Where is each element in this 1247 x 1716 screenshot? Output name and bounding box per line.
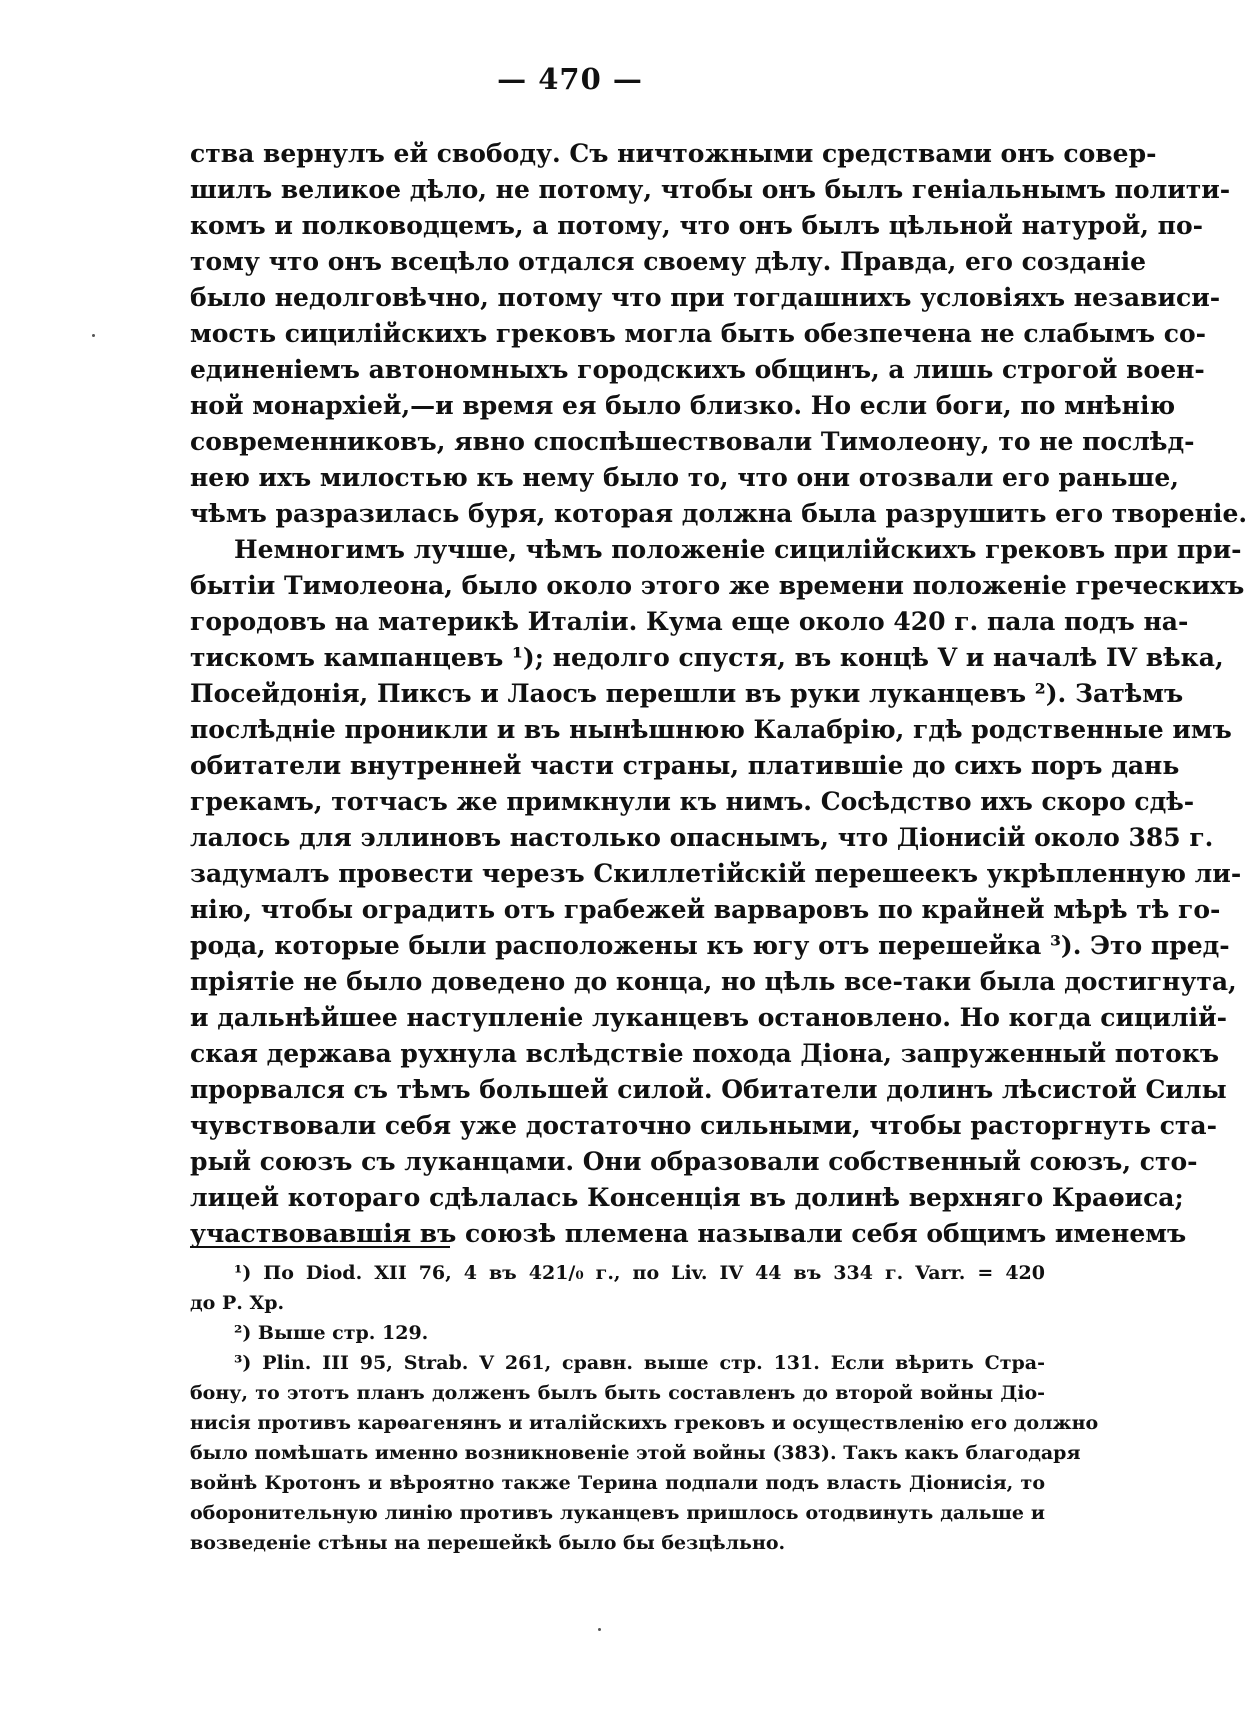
footnote-line: войнѣ Кротонъ и вѣроятно также Терина подпали подъ власть Діонисія, то bbox=[190, 1472, 1045, 1494]
scan-speck bbox=[598, 1628, 601, 1631]
text-line: задумалъ провести черезъ Скиллетійскій перешеекъ укрѣпленную ли- bbox=[190, 859, 1242, 888]
footnote-line: ³) Plin. III 95, Strab. V 261, сравн. выше стр. 131. Если вѣрить Стра- bbox=[234, 1352, 1045, 1374]
text-line: чѣмъ разразилась буря, которая должна была разрушить его твореніе. bbox=[190, 499, 1247, 528]
footnote-line: оборонительную линію противъ луканцевъ пришлось отодвинуть дальше и bbox=[190, 1502, 1045, 1524]
text-line: шилъ великое дѣло, не потому, чтобы онъ былъ геніальнымъ полити- bbox=[190, 175, 1231, 204]
text-line: Посейдонія, Пиксъ и Лаосъ перешли въ руки луканцевъ ²). Затѣмъ bbox=[190, 679, 1184, 708]
main-text bbox=[190, 136, 1247, 1252]
text-line: прорвался съ тѣмъ большей силой. Обитатели долинъ лѣсистой Силы bbox=[190, 1075, 1227, 1104]
text-line: Немногимъ лучше, чѣмъ положеніе сицилійскихъ грековъ при при- bbox=[234, 535, 1242, 564]
scan-speck bbox=[92, 334, 95, 337]
text-line: современниковъ, явно споспѣшествовали Тимолеону, то не послѣд- bbox=[190, 427, 1195, 456]
footnote-line: ²) Выше стр. 129. bbox=[234, 1322, 429, 1344]
text-line: ства вернулъ ей свободу. Съ ничтожными средствами онъ совер- bbox=[190, 139, 1157, 168]
footnote-line: ¹) По Diod. XII 76, 4 въ 421/₀ г., по Liv. IV 44 въ 334 г. Varr. = 420 bbox=[234, 1262, 1045, 1284]
text-line: рый союзъ съ луканцами. Они образовали собственный союзъ, сто- bbox=[190, 1147, 1198, 1176]
text-line: ной монархіей,—и время ея было близко. Но если боги, по мнѣнію bbox=[190, 391, 1176, 420]
page-number: — 470 — bbox=[497, 62, 643, 96]
text-line: рода, которые были расположены къ югу отъ перешейка ³). Это пред- bbox=[190, 931, 1230, 960]
text-line: чувствовали себя уже достаточно сильными, чтобы расторгнуть ста- bbox=[190, 1111, 1218, 1140]
text-line: ская держава рухнула вслѣдствіе похода Діона, запруженный потокъ bbox=[190, 1039, 1220, 1068]
text-line: было недолговѣчно, потому что при тогдашнихъ условіяхъ независи- bbox=[190, 283, 1221, 312]
text-line: единеніемъ автономныхъ городскихъ общинъ, а лишь строгой воен- bbox=[190, 355, 1205, 384]
text-line: бытіи Тимолеона, было около этого же времени положеніе греческихъ bbox=[190, 571, 1245, 600]
footnote-line: до Р. Хр. bbox=[190, 1292, 285, 1314]
text-line: лалось для эллиновъ настолько опаснымъ, что Діонисій около 385 г. bbox=[190, 823, 1214, 852]
text-line: комъ и полководцемъ, а потому, что онъ былъ цѣльной натурой, по- bbox=[190, 211, 1204, 240]
text-line: тому что онъ всецѣло отдался своему дѣлу. Правда, его созданіе bbox=[190, 247, 1147, 276]
text-line: нею ихъ милостью къ нему было то, что они отозвали его раньше, bbox=[190, 463, 1179, 492]
footnote-line: бону, то этотъ планъ долженъ былъ быть составленъ до второй войны Діо- bbox=[190, 1382, 1045, 1404]
text-line: мость сицилійскихъ грековъ могла быть обезпечена не слабымъ со- bbox=[190, 319, 1207, 348]
text-line: лицей котораго сдѣлалась Консенція въ долинѣ верхняго Краѳиса; bbox=[190, 1183, 1184, 1212]
text-line: обитатели внутренней части страны, платившіе до сихъ поръ дань bbox=[190, 751, 1180, 780]
footnotes bbox=[190, 1258, 1099, 1558]
footnote-line: было помѣшать именно возникновеніе этой войны (383). Такъ какъ благодаря bbox=[190, 1442, 1081, 1464]
text-line: пріятіе не было доведено до конца, но цѣль все-таки была достигнута, bbox=[190, 967, 1237, 996]
text-line: тискомъ кампанцевъ ¹); недолго спустя, въ концѣ V и началѣ IV вѣка, bbox=[190, 643, 1224, 672]
footnote-line: возведеніе стѣны на перешейкѣ было бы безцѣльно. bbox=[190, 1532, 786, 1554]
text-line: послѣдніе проникли и въ нынѣшнюю Калабрію, гдѣ родственные имъ bbox=[190, 715, 1232, 744]
text-line: городовъ на материкѣ Италіи. Кума еще около 420 г. пала подъ на- bbox=[190, 607, 1189, 636]
footnote-line: нисія противъ карѳагенянъ и италійскихъ грековъ и осуществленію его должно bbox=[190, 1412, 1099, 1434]
text-line: нію, чтобы оградить отъ грабежей варваровъ по крайней мѣрѣ тѣ го- bbox=[190, 895, 1221, 924]
text-line: участвовавшія въ союзѣ племена называли себя общимъ именемъ bbox=[190, 1219, 1187, 1248]
text-line: и дальнѣйшее наступленіе луканцевъ остановлено. Но когда сицилій- bbox=[190, 1003, 1228, 1032]
text-line: грекамъ, тотчасъ же примкнули къ нимъ. Сосѣдство ихъ скоро сдѣ- bbox=[190, 787, 1195, 816]
footnote-rule bbox=[190, 1246, 450, 1248]
